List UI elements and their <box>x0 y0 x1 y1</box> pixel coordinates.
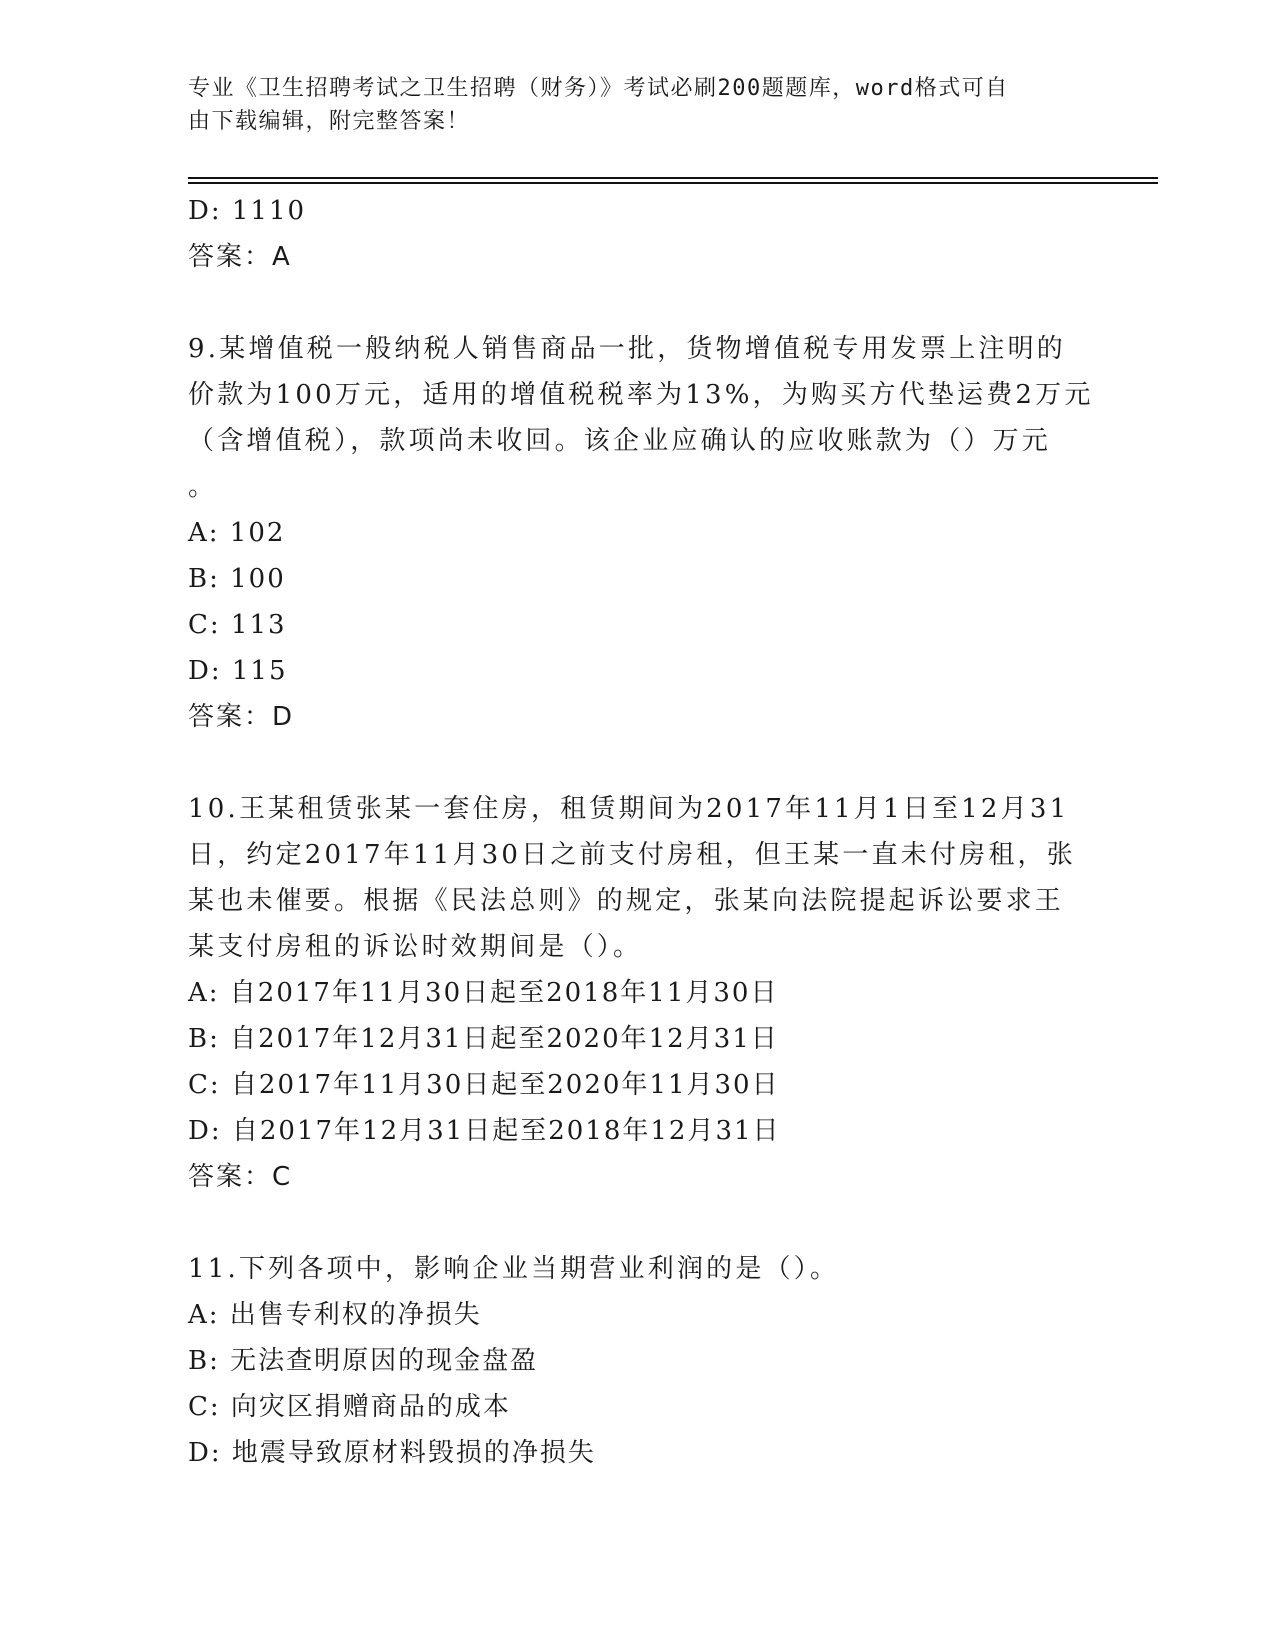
option-a: A: 自2017年11月30日起至2018年11月30日 <box>188 978 779 1008</box>
question-text-line: 某支付房租的诉讼时效期间是（）。 <box>188 932 643 962</box>
header-divider-top <box>188 177 1158 179</box>
option-c: C: 自2017年11月30日起至2020年11月30日 <box>188 1070 780 1100</box>
question-9 <box>188 326 1094 510</box>
option-b: B: 100 <box>188 564 286 594</box>
answer-line: 答案：C <box>188 1162 293 1192</box>
answer-line: 答案：A <box>188 242 292 272</box>
question-text-line: 价款为100万元，适用的增值税税率为13%，为购买方代垫运费2万元 <box>188 380 1094 410</box>
option-c: C: 向灾区捐赠商品的成本 <box>188 1392 511 1422</box>
option-b: B: 自2017年12月31日起至2020年12月31日 <box>188 1024 779 1054</box>
page-header <box>188 72 1068 138</box>
question-text-line: （含增值税），款项尚未收回。该企业应确认的应收账款为（）万元 <box>188 426 1052 456</box>
spacer <box>188 280 1088 326</box>
spacer <box>188 740 1088 786</box>
header-line-2: 由下载编辑，附完整答案！ <box>188 109 471 134</box>
question-text-line: 。 <box>188 472 218 502</box>
question-text-line: 9.某增值税一般纳税人销售商品一批，货物增值税专用发票上注明的 <box>188 334 1067 364</box>
answer-line: 答案：D <box>188 702 295 732</box>
question-text-line: 日，约定2017年11月30日之前支付房租，但王某一直未付房租，张 <box>188 840 1076 870</box>
header-line-1: 专业《卫生招聘考试之卫生招聘（财务）》考试必刷200题题库，word格式可自 <box>188 76 1009 101</box>
question-10 <box>188 786 1088 970</box>
option-d: D: 115 <box>188 656 288 686</box>
question-text-line: 某也未催要。根据《民法总则》的规定，张某向法院提起诉讼要求王 <box>188 886 1065 916</box>
page-content <box>188 188 1094 1476</box>
question-11 <box>188 1246 1088 1292</box>
question-text-line: 10.王某租赁张某一套住房，租赁期间为2017年11月1日至12月31 <box>188 794 1070 824</box>
option-a: A: 102 <box>188 518 286 548</box>
option-a: A: 出售专利权的净损失 <box>188 1300 482 1330</box>
option-d: D: 1110 <box>188 196 307 226</box>
header-divider-bottom <box>188 182 1158 184</box>
option-b: B: 无法查明原因的现金盘盈 <box>188 1346 539 1376</box>
option-d: D: 地震导致原材料毁损的净损失 <box>188 1438 596 1468</box>
spacer <box>188 1200 1088 1246</box>
option-d: D: 自2017年12月31日起至2018年12月31日 <box>188 1116 781 1146</box>
question-text-line: 11.下列各项中，影响企业当期营业利润的是（）。 <box>188 1254 840 1284</box>
option-c: C: 113 <box>188 610 287 640</box>
